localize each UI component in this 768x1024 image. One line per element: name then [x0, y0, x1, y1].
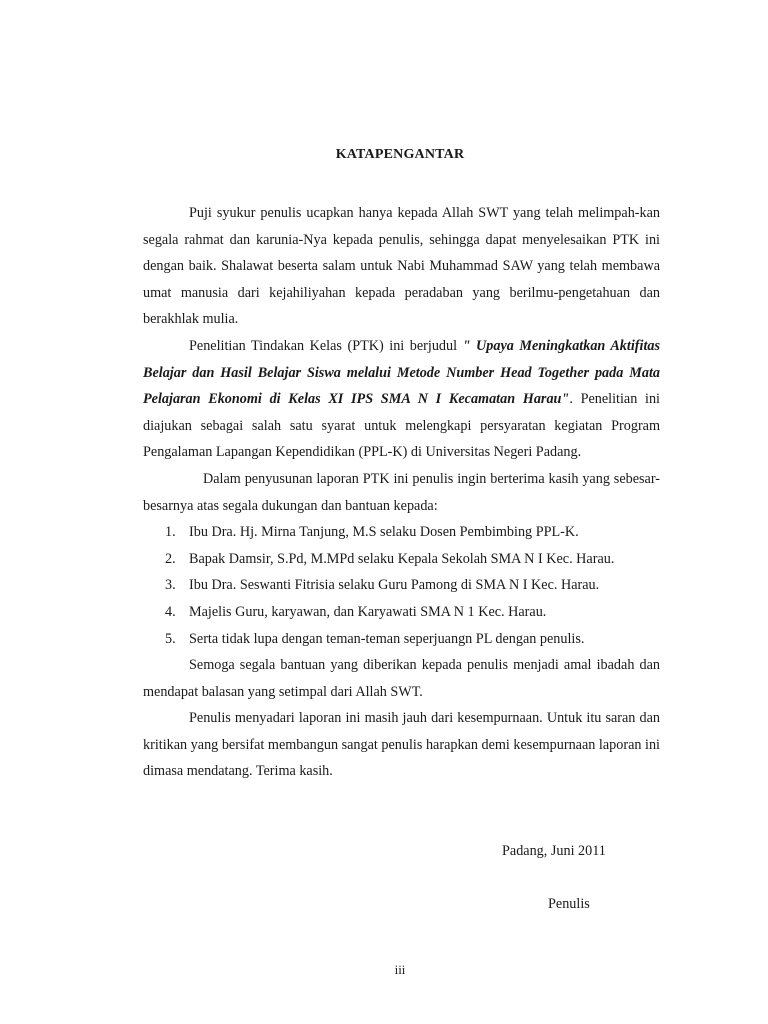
document-body — [143, 200, 660, 785]
research-title: " Upaya Meningkatkan Aktifitas Belajar dan Hasil Belajar Siswa melalui Metode Number Head Together pada Mata Pelajaran Ekonomi di Kelas XI IPS SMA N I Kecamatan Harau" — [143, 337, 660, 408]
list-item-number: 2. — [165, 550, 176, 567]
list-item — [143, 599, 660, 626]
place-date: Padang, Juni 2011 — [502, 843, 606, 859]
research-title-intro: Penelitian Tindakan Kelas (PTK) ini berjudul — [189, 337, 463, 354]
research-title-rest: . Penelitian ini diajukan sebagai salah satu syarat untuk melengkapi persyaratan kegiatan Program Pengalaman Lapangan Kependidikan (PPL-K) di Universitas Negeri Padang. — [143, 391, 660, 461]
list-item-number: 1. — [165, 524, 176, 541]
list-item-text: Majelis Guru, karyawan, dan Karyawati SMA N 1 Kec. Harau. — [189, 603, 547, 620]
paragraph-closing: Penulis menyadari laporan ini masih jauh dari kesempurnaan. Untuk itu saran dan kritikan yang bersifat membangun sangat penulis harapkan demi kesempurnaan laporan ini dimasa mendatang. Terima kasih. — [143, 710, 660, 780]
acknowledgement-list — [143, 519, 660, 652]
list-item-text: Ibu Dra. Hj. Mirna Tanjung, M.S selaku Dosen Pembimbing PPL-K. — [189, 524, 579, 541]
list-item — [143, 519, 660, 546]
list-item-text: Ibu Dra. Seswanti Fitrisia selaku Guru Pamong di SMA N I Kec. Harau. — [189, 577, 600, 594]
list-item — [143, 572, 660, 599]
list-item-number: 3. — [165, 577, 176, 594]
page-number: iii — [394, 962, 406, 977]
paragraph-thanks-intro: Dalam penyusunan laporan PTK ini penulis ingin berterima kasih yang sebesar-besarnya atas segala dukungan dan bantuan kepada: — [143, 470, 660, 514]
list-item-number: 4. — [165, 603, 176, 620]
document-title: KATAPENGANTAR — [335, 147, 465, 162]
list-item — [143, 626, 660, 653]
list-item-text: Serta tidak lupa dengan teman-teman seperjuangn PL dengan penulis. — [189, 630, 585, 647]
list-item — [143, 546, 660, 573]
paragraph-opening: Puji syukur penulis ucapkan hanya kepada Allah SWT yang telah melimpah-kan segala rahmat dan karunia-Nya kepada penulis, sehingga dapat menyelesaikan PTK ini dengan baik. Shalawat beserta salam untuk Nabi Muhammad SAW yang telah membawa umat manusia dari kejahiliyahan kepada peradaban yang berilmu-pengetahuan dan berakhlak mulia. — [143, 205, 660, 328]
paragraph-research-title — [143, 333, 660, 466]
paragraph-prayer: Semoga segala bantuan yang diberikan kepada penulis menjadi amal ibadah dan mendapat balasan yang setimpal dari Allah SWT. — [143, 657, 660, 700]
list-item-text: Bapak Damsir, S.Pd, M.MPd selaku Kepala Sekolah SMA N I Kec. Harau. — [189, 550, 615, 567]
signature-author: Penulis — [548, 896, 590, 912]
list-item-number: 5. — [165, 630, 176, 647]
